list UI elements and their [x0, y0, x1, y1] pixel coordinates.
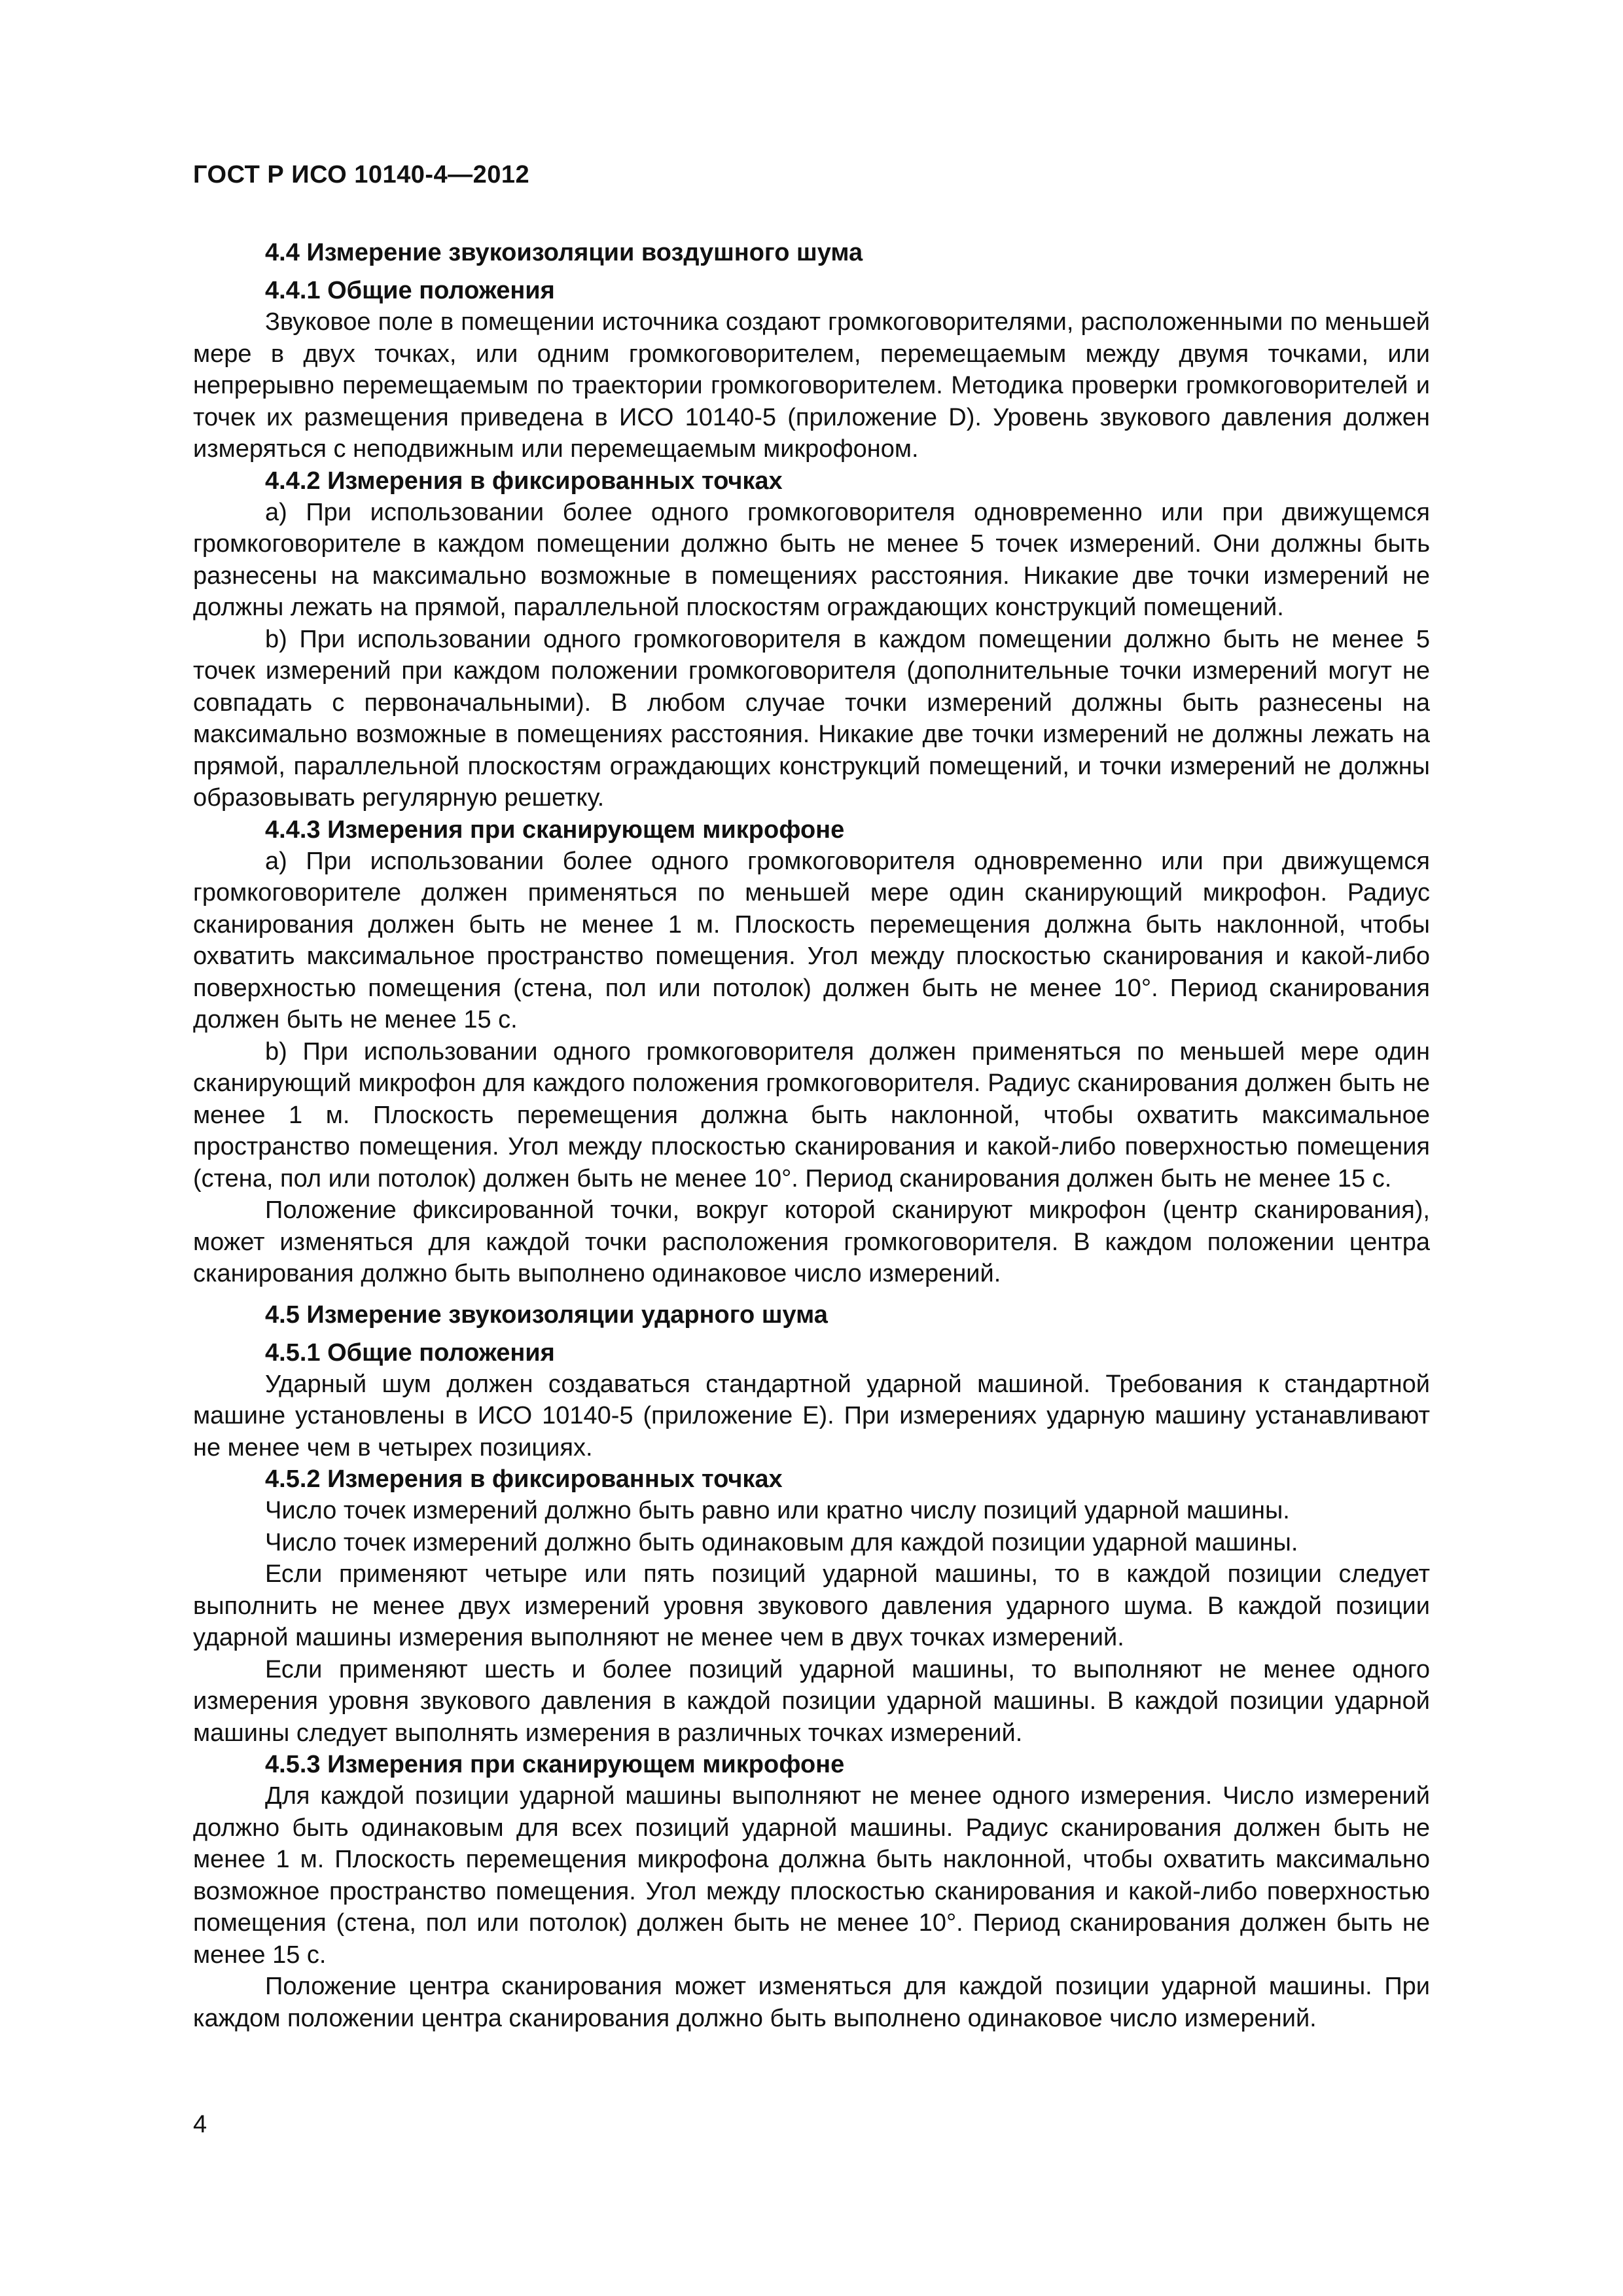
section-title-4-5: 4.5 Измерение звукоизоляции ударного шума	[265, 1300, 828, 1329]
page-number: 4	[193, 2111, 207, 2138]
subsection-title-4-4-1: 4.4.1 Общие положения	[265, 277, 555, 304]
paragraph: Если применяют шесть и более позиций ударной машины, то выполняют не менее одного измерения уровня звукового давления в каждой позиции ударной машины. В каждой позиции ударной машины следует выполнять измерения в различных точках измерений.	[193, 1655, 1430, 1747]
paragraph: Число точек измерений должно быть равно или кратно числу позиций ударной машины.	[265, 1497, 1290, 1524]
paragraph: Ударный шум должен создаваться стандартной ударной машиной. Требования к стандартной машине установлены в ИСО 10140-5 (приложение Е). При измерениях ударную машину устанавливают не менее чем в четырех позициях.	[193, 1370, 1430, 1462]
paragraph: Положение фиксированной точки, вокруг которой сканируют микрофон (центр сканирования), может изменяться для каждой точки расположения громкоговорителя. В каждом положении центра сканирования должно быть выполнено одинаковое число измерений.	[193, 1196, 1430, 1287]
page-content	[193, 237, 1430, 2034]
paragraph: Для каждой позиции ударной машины выполняют не менее одного измерения. Число измерений должно быть одинаковым для всех позиций ударной машины. Радиус сканирования должен быть не менее 1 м. Плоскость перемещения микрофона должна быть наклонной, чтобы охватить максимально возможное пространство помещения. Угол между плоскостью сканирования и какой-либо поверхностью помещения (стена, пол или потолок) должен быть не менее 10°. Период сканирования должен быть не менее 15 с.	[193, 1782, 1430, 1969]
paragraph: b) При использовании одного громкоговорителя в каждом помещении должно быть не менее 5 точек измерений при каждом положении громкоговорителя (дополнительные точки измерений могут не совпадать с первоначальными). В любом случае точки измерений должны быть разнесены на максимально возможные в помещениях расстояния. Никакие две точки измерений не должны лежать на прямой, параллельной плоскостям ограждающих конструкций помещений, и точки измерений не должны образовывать регулярную решетку.	[193, 625, 1430, 812]
subsection-title-4-4-3: 4.4.3 Измерения при сканирующем микрофоне	[265, 816, 845, 844]
subsection-title-4-5-3: 4.5.3 Измерения при сканирующем микрофоне	[265, 1751, 845, 1778]
subsection-title-4-5-2: 4.5.2 Измерения в фиксированных точках	[265, 1465, 783, 1493]
subsection-title-4-4-2: 4.4.2 Измерения в фиксированных точках	[265, 467, 783, 495]
paragraph: а) При использовании более одного громкоговорителя одновременно или при движущемся громкоговорителе в каждом помещении должно быть не менее 5 точек измерений. Они должны быть разнесены на максимально возможные в помещениях расстояния. Никакие две точки измерений не должны лежать на прямой, параллельной плоскостям ограждающих конструкций помещений.	[193, 498, 1430, 621]
paragraph: b) При использовании одного громкоговорителя должен применяться по меньшей мере один сканирующий микрофон для каждого положения громкоговорителя. Радиус сканирования должен быть не менее 1 м. Плоскость перемещения должна быть наклонной, чтобы охватить максимальное пространство помещения. Угол между плоскостью сканирования и какой-либо поверхностью помещения (стена, пол или потолок) должен быть не менее 10°. Период сканирования должен быть не менее 15 с.	[193, 1037, 1430, 1193]
paragraph: Число точек измерений должно быть одинаковым для каждой позиции ударной машины.	[265, 1528, 1298, 1556]
section-title-4-4: 4.4 Измерение звукоизоляции воздушного шума	[265, 239, 863, 266]
paragraph: Если применяют четыре или пять позиций ударной машины, то в каждой позиции следует выполнить не менее двух измерений уровня звукового давления ударного шума. В каждой позиции ударной машины измерения выполняют не менее чем в двух точках измерений.	[193, 1560, 1430, 1651]
paragraph: а) При использовании более одного громкоговорителя одновременно или при движущемся громкоговорителе должен применяться по меньшей мере один сканирующий микрофон. Радиус сканирования должен быть не менее 1 м. Плоскость перемещения должна быть наклонной, чтобы охватить максимальное пространство помещения. Угол между плоскостью сканирования и какой-либо поверхностью помещения (стена, пол или потолок) должен быть не менее 10°. Период сканирования должен быть не менее 15 с.	[193, 847, 1430, 1033]
paragraph: Положение центра сканирования может изменяться для каждой позиции ударной машины. При каждом положении центра сканирования должно быть выполнено одинаковое число измерений.	[193, 1973, 1430, 2032]
subsection-title-4-5-1: 4.5.1 Общие положения	[265, 1338, 555, 1367]
document-code-header: ГОСТ Р ИСО 10140-4—2012	[193, 161, 530, 188]
paragraph: Звуковое поле в помещении источника создают громкоговорителями, расположенными по меньшей мере в двух точках, или одним громкоговорителем, перемещаемым между двумя точками, или непрерывно перемещаемым по траектории громкоговорителем. Методика проверки громкоговорителей и точек их размещения приведена в ИСО 10140-5 (приложение D). Уровень звукового давления должен измеряться с неподвижным или перемещаемым микрофоном.	[193, 308, 1430, 463]
